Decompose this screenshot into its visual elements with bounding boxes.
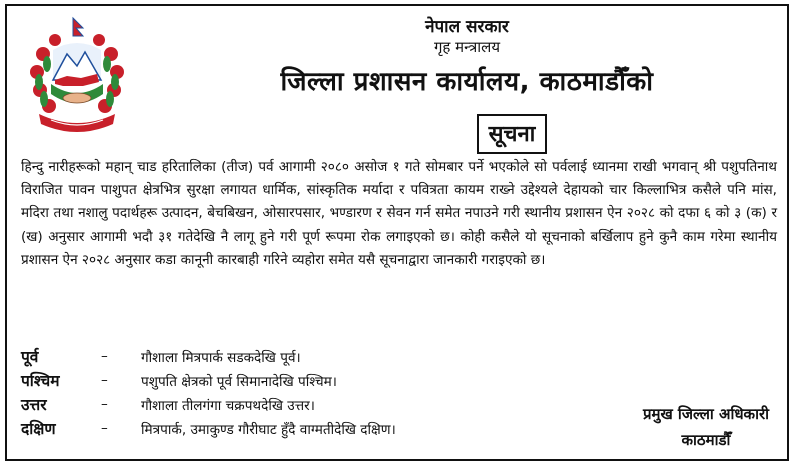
boundary-row-north [21, 392, 581, 416]
signatory-place: काठमाडौँ [681, 431, 731, 449]
ministry-name: गृह मन्त्रालय [433, 38, 501, 56]
boundary-direction: पूर्व [21, 348, 39, 366]
boundary-row-south [21, 416, 581, 440]
signatory-title: प्रमुख जिल्ला अधिकारी [642, 405, 769, 423]
boundary-dash: – [101, 396, 108, 412]
boundary-direction: पश्चिम [21, 372, 60, 390]
boundary-direction: दक्षिण [21, 420, 56, 438]
boundary-direction: उत्तर [21, 396, 47, 414]
signature-block [643, 401, 769, 453]
boundary-text: गौशाला मित्रपार्क सडकदेखि पूर्व। [141, 349, 301, 366]
boundary-text: पशुपति क्षेत्रको पूर्व सिमानादेखि पश्चिम। [141, 373, 337, 390]
notice-badge-wrap [7, 114, 787, 154]
notice-badge: सूचना [477, 114, 548, 154]
boundary-row-west [21, 368, 581, 392]
government-name: नेपाल सरकार [425, 17, 509, 37]
notice-body: हिन्दु नारीहरूको महान् चाड हरितालिका (तीज) पर्व आगामी २०८० असोज १ गते सोमबार पर्ने भएकोले सो पर्वलाई ध्यानमा राखी भगवान् श्री पशुपतिनाथ विराजित पावन पाशुपत क्षेत्रभित्र सुरक्षा लगायत धार्मिक, सांस्कृतिक मर्यादा र पवित्रता कायम राख्ने उद्देश्यले देहायको चार किल्लाभित्र कसैले पनि मांस, मदिरा तथा नशालु पदार्थहरू उत्पादन, बेचबिखन, ओसारपसार, भण्डारण र सेवन गर्न समेत नपाउने गरी स्थानीय प्रशासन ऐन २०२८ को दफा ६ को ३ (क) र (ख) अनुसार आगामी भदौ ३१ गतेदेखि नै लागू हुने गरी पूर्ण रूपमा रोक लगाइएको छ। कोही कसैले यो सूचनाको बर्खिलाप हुने कुनै काम गरेमा स्थानीय प्रशासन ऐन २०२८ अनुसार कडा कानूनी कारबाही गरिने व्यहोरा समेत यसै सूचनाद्वारा जानकारी गराइएको छ। [21, 159, 777, 268]
office-name: जिल्ला प्रशासन कार्यालय, काठमाडौँको [280, 67, 654, 97]
boundary-row-east [21, 344, 581, 368]
boundary-list [21, 344, 581, 440]
boundary-dash: – [101, 420, 108, 436]
boundary-dash: – [101, 348, 108, 364]
boundary-text: मित्रपार्क, उमाकुण्ड गौरीघाट हुँदै वाग्मतीदेखि दक्षिण। [141, 421, 396, 438]
notice-document [5, 4, 789, 461]
boundary-text: गौशाला तीलगंगा चक्रपथदेखि उत्तर। [141, 397, 315, 414]
boundary-dash: – [101, 372, 108, 388]
